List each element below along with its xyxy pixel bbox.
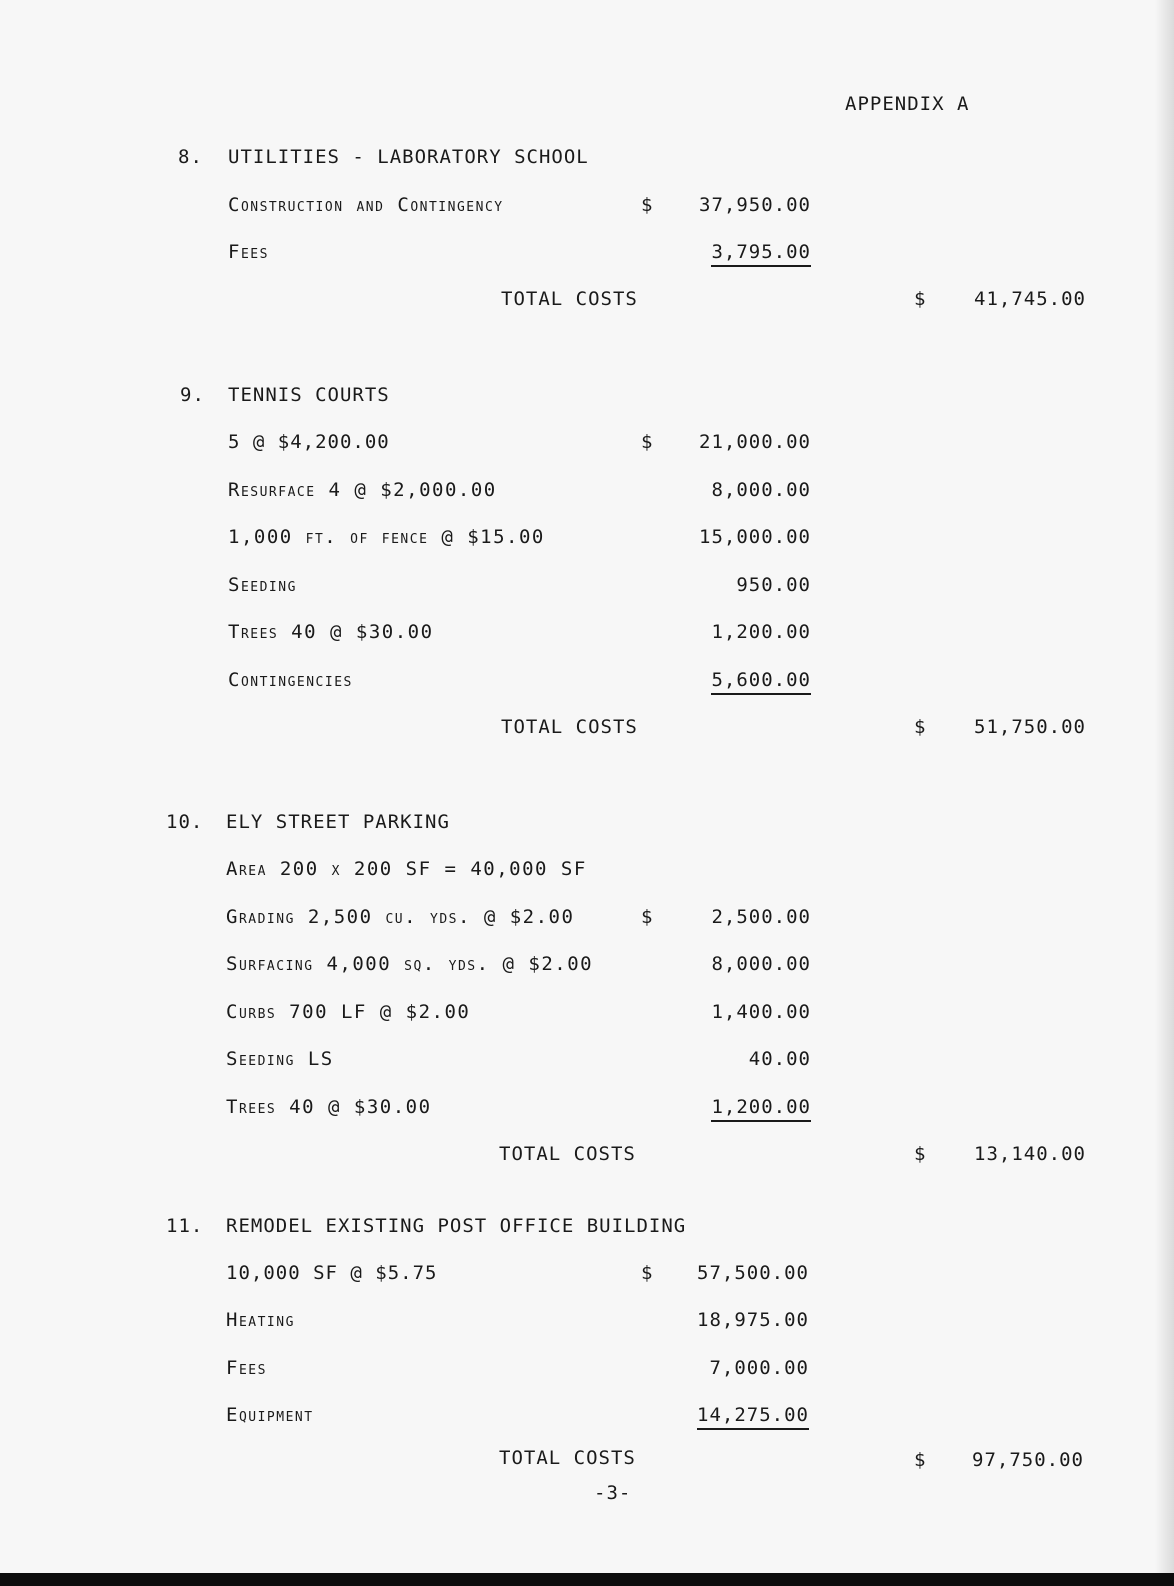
section-number: 10. [166,811,204,833]
total-amount: 41,745.00 [974,288,1086,310]
line-item-amount: 1,400.00 [711,1001,811,1023]
line-item-label: Contingencies [228,669,353,691]
line-item-label: Resurface 4 @ $2,000.00 [228,479,497,501]
line-item-amount: 7,000.00 [709,1357,809,1379]
total-dollar-sign: $ [914,288,927,310]
page-number: -3- [594,1482,632,1504]
line-item-amount: 8,000.00 [711,953,811,975]
total-amount: 13,140.00 [974,1143,1086,1165]
line-item-label: 5 @ $4,200.00 [228,431,390,453]
line-item-amount: 37,950.00 [699,194,811,216]
line-item-label: Trees 40 @ $30.00 [226,1096,432,1118]
dollar-sign: $ [641,194,654,216]
line-item-label: Seeding [228,574,297,596]
line-item-label: Trees 40 @ $30.00 [228,621,434,643]
line-item-amount: 21,000.00 [699,431,811,453]
line-item-amount: 18,975.00 [697,1309,809,1331]
total-dollar-sign: $ [914,1143,927,1165]
scan-bottom-border [0,1573,1174,1586]
line-item-label: Seeding LS [226,1048,334,1070]
line-item-label: Area 200 x 200 SF = 40,000 SF [226,858,587,880]
line-item-label: Construction and Contingency [228,194,504,216]
line-item-label: Fees [228,241,269,263]
appendix-label: APPENDIX A [845,93,970,115]
line-item-amount: 5,600.00 [711,668,811,695]
line-item-amount: 2,500.00 [711,906,811,928]
dollar-sign: $ [641,906,654,928]
line-item-amount: 3,795.00 [711,240,811,267]
line-item-amount: 1,200.00 [711,621,811,643]
line-item-amount: 8,000.00 [711,479,811,501]
line-item-amount: 57,500.00 [697,1262,809,1284]
line-item-label: 10,000 SF @ $5.75 [226,1262,438,1284]
line-item-amount: 14,275.00 [697,1403,809,1430]
dollar-sign: $ [641,1262,654,1284]
dollar-sign: $ [641,431,654,453]
total-label: TOTAL COSTS [501,716,638,738]
line-item-label: Equipment [226,1404,314,1426]
line-item-label: Grading 2,500 cu. yds. @ $2.00 [226,906,575,928]
section-title: ELY STREET PARKING [226,811,450,833]
total-amount: 51,750.00 [974,716,1086,738]
line-item-label: Heating [226,1309,295,1331]
line-item-label: Curbs 700 LF @ $2.00 [226,1001,471,1023]
section-title: TENNIS COURTS [228,384,390,406]
total-dollar-sign: $ [914,716,927,738]
section-number: 9. [180,384,205,406]
line-item-amount: 950.00 [736,574,811,596]
line-item-amount: 40.00 [748,1048,811,1070]
section-title: UTILITIES - LABORATORY SCHOOL [228,146,589,168]
section-title: REMODEL EXISTING POST OFFICE BUILDING [226,1215,687,1237]
line-item-label: 1,000 ft. of fence @ $15.00 [228,526,545,548]
line-item-label: Fees [226,1357,267,1379]
line-item-label: Surfacing 4,000 sq. yds. @ $2.00 [226,953,594,975]
total-label: TOTAL COSTS [499,1447,636,1469]
section-number: 8. [178,146,203,168]
total-dollar-sign: $ [914,1449,927,1471]
line-item-amount: 15,000.00 [699,526,811,548]
total-label: TOTAL COSTS [499,1143,636,1165]
total-amount: 97,750.00 [972,1449,1084,1471]
total-label: TOTAL COSTS [501,288,638,310]
section-number: 11. [166,1215,204,1237]
page-edge-shadow [1155,0,1174,1573]
line-item-amount: 1,200.00 [711,1095,811,1122]
